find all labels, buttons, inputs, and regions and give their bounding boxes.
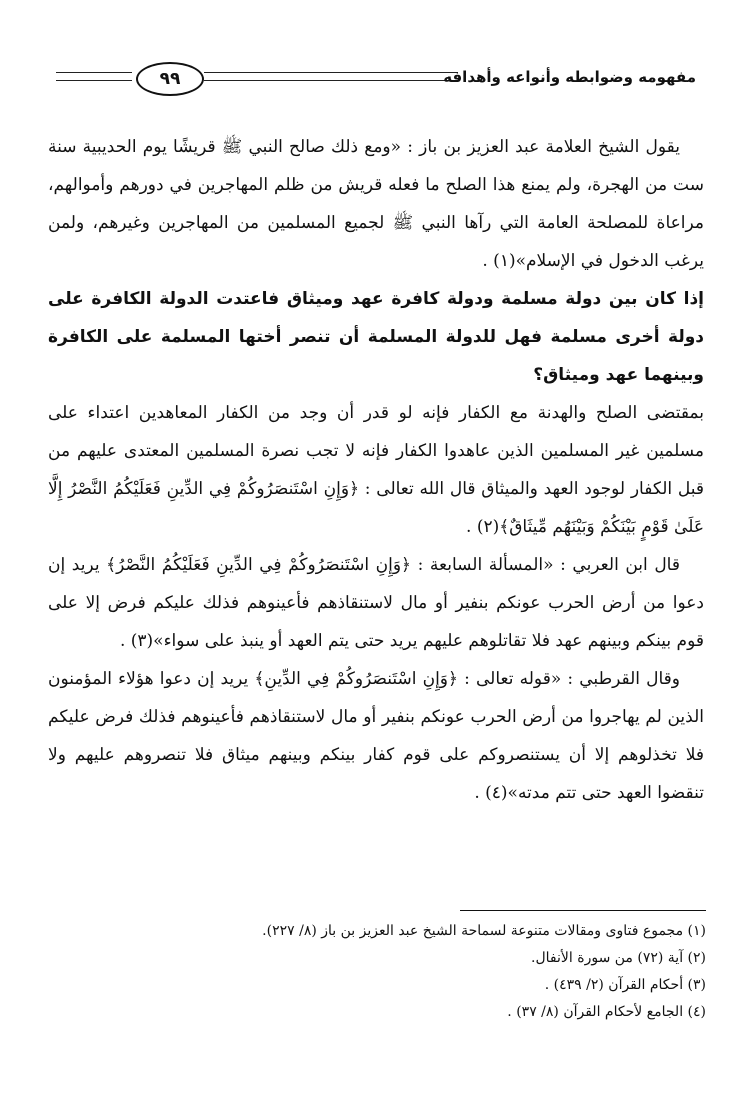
header-rule-left-bottom xyxy=(56,80,132,81)
page-number-badge: ٩٩ xyxy=(136,62,204,96)
header-rule-middle-bottom xyxy=(204,80,458,81)
footnote-3: (٣) أحكام القرآن (٢/ ٤٣٩) . xyxy=(544,977,706,993)
footnote-2: (٢) آية (٧٢) من سورة الأنفال. xyxy=(531,950,706,966)
header-rule-left-top xyxy=(56,72,132,73)
footnote-separator xyxy=(460,910,706,911)
paragraph-answer: بمقتضى الصلح والهدنة مع الكفار فإنه لو قدر أن وجد من الكفار المعاهدين اعتداء على مسلمين غير المسلمين الذين عاهدوا الكفار فإنه لا تجب نصرة المسلمين المعتدى عليهم من قبل الكفار لوجود العهد والميثاق قال الله تعالى : ﴿وَإِنِ اسْتَنصَرُوكُمْ فِي الدِّينِ فَعَلَيْكُمُ النَّصْرُ إِلَّا عَلَىٰ قَوْمٍ بَيْنَكُمْ وَبَيْنَهُم مِّيثَاقٌ﴾(٢) . xyxy=(48,403,704,537)
page-header xyxy=(56,58,704,98)
paragraph-qurtubi-quote: وقال القرطبي : «قوله تعالى : ﴿وَإِنِ اسْتَنصَرُوكُمْ فِي الدِّينِ﴾ يريد إن دعوا هؤلاء المؤمنون الذين لم يهاجروا من أرض الحرب عونكم بنفير أو مال لاستنقاذهم فأعينوهم فذلك فرض عليكم فلا تخذلوهم إلا أن يستنصروكم على قوم كفار بينكم وبينهم ميثاق فلا تنصروهم عليهم ولا تنقضوا العهد حتى تتم مدته»(٤) . xyxy=(48,669,704,803)
footnote-4: (٤) الجامع لأحكام القرآن (٨/ ٣٧) . xyxy=(507,1004,706,1020)
footnote-1: (١) مجموع فتاوى ومقالات متنوعة لسماحة الشيخ عبد العزيز بن باز (٨/ ٢٢٧). xyxy=(262,923,706,939)
paragraph-ibn-arabi-quote: قال ابن العربي : «المسألة السابعة : ﴿وَإِنِ اسْتَنصَرُوكُمْ فِي الدِّينِ فَعَلَيْكُمُ النَّصْرُ﴾ يريد إن دعوا من أرض الحرب عونكم بنفير أو مال لاستنقاذهم فأعينوهم فذلك عليكم فرض إلا على قوم بينكم وبينهم عهد فلا تقاتلوهم عليهم يريد حتى يتم العهد أو ينبذ على سواء»(٣) . xyxy=(48,555,704,651)
running-title: مفهومه وضوابطه وأنواعه وأهدافه xyxy=(443,68,696,86)
footnotes xyxy=(262,918,706,1026)
question-heading: إذا كان بين دولة مسلمة ودولة كافرة عهد وميثاق فاعتدت الدولة الكافرة على دولة أخرى مسلمة فهل للدولة المسلمة أن تنصر أختها المسلمة على الكافرة وبينهما عهد وميثاق؟ xyxy=(48,289,704,385)
header-rule-middle-top xyxy=(204,72,458,73)
paragraph-ibn-baz-quote: يقول الشيخ العلامة عبد العزيز بن باز : «ومع ذلك صالح النبي ﷺ قريشًا يوم الحديبية سنة ست من الهجرة، ولم يمنع هذا الصلح ما فعله قريش من ظلم المهاجرين في دورهم وأموالهم، مراعاة للمصلحة العامة التي رآها النبي ﷺ لجميع المسلمين من المهاجرين وغيرهم، ولمن يرغب الدخول في الإسلام»(١) . xyxy=(48,137,704,271)
page-body xyxy=(48,128,704,812)
